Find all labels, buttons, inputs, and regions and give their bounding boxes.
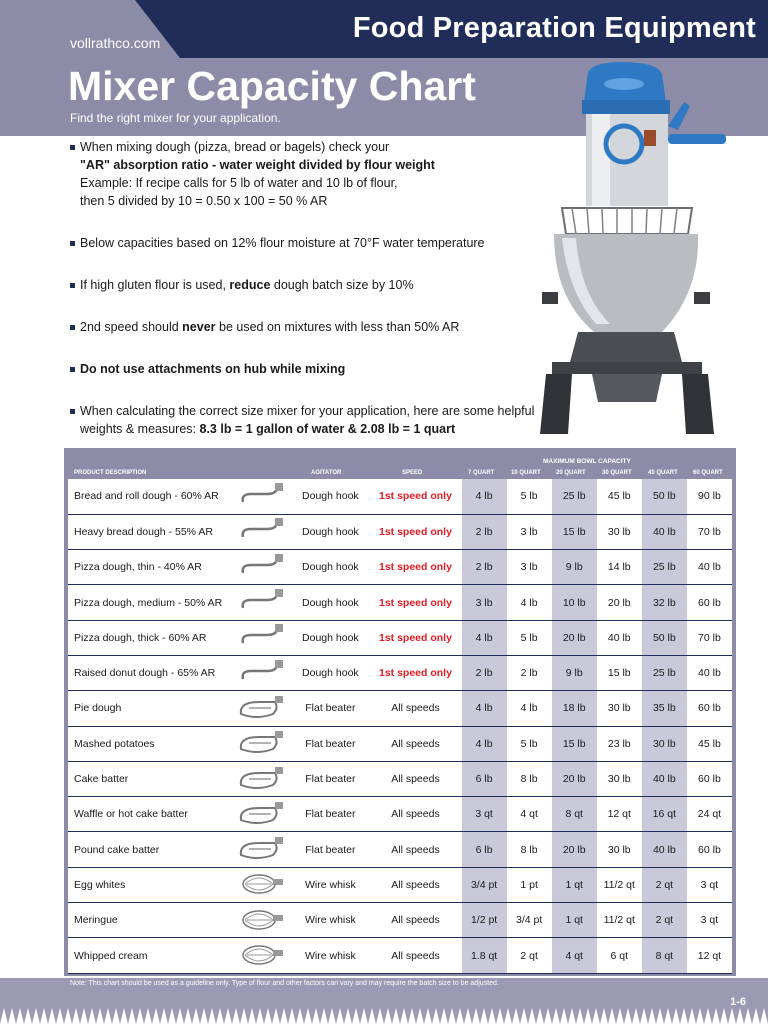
- capacity-q40: 50 lb: [642, 620, 687, 655]
- table-row: [68, 514, 732, 549]
- capacity-group-header: MAXIMUM BOWL CAPACITY: [543, 458, 631, 465]
- product-description: Heavy bread dough - 55% AR: [68, 514, 233, 549]
- capacity-q7: 6 lb: [462, 832, 507, 867]
- product-description: Pie dough: [68, 691, 233, 726]
- bullet-second-speed: [70, 318, 459, 336]
- capacity-q30: 30 lb: [597, 832, 642, 867]
- table-row: [68, 938, 732, 973]
- capacity-q20: 25 lb: [552, 479, 597, 514]
- capacity-q20: 9 lb: [552, 655, 597, 690]
- product-description: Pound cake batter: [68, 832, 233, 867]
- bullet-emphasis: reduce: [229, 278, 271, 292]
- agitator-cell: Flat beater: [291, 761, 369, 796]
- dough-hook-icon: [233, 514, 291, 549]
- capacity-q7: 4 lb: [462, 726, 507, 761]
- agitator-cell: Flat beater: [291, 797, 369, 832]
- capacity-q30: 30 lb: [597, 514, 642, 549]
- bullet-emphasis: 8.3 lb = 1 gallon of water & 2.08 lb = 1 quart: [199, 422, 456, 436]
- capacity-q40: 40 lb: [642, 761, 687, 796]
- capacity-q7: 4 lb: [462, 691, 507, 726]
- capacity-q30: 12 qt: [597, 797, 642, 832]
- capacity-q7: 2 lb: [462, 514, 507, 549]
- capacity-q60: 3 qt: [687, 903, 732, 938]
- capacity-q40: 40 lb: [642, 832, 687, 867]
- page-number: 1-6: [730, 996, 746, 1008]
- product-description: Raised donut dough - 65% AR: [68, 655, 233, 690]
- capacity-q60: 60 lb: [687, 761, 732, 796]
- product-description: Whipped cream: [68, 938, 233, 973]
- capacity-q60: 40 lb: [687, 655, 732, 690]
- header-product: PRODUCT DESCRIPTION: [74, 470, 147, 476]
- flat-beater-icon: [233, 797, 291, 832]
- table-row: [68, 903, 732, 938]
- bullet-text-bold: "AR" absorption ratio - water weight divided by flour weight: [80, 158, 435, 172]
- table-row: [68, 867, 732, 902]
- wire-whisk-icon: [233, 938, 291, 973]
- agitator-cell: Dough hook: [291, 479, 369, 514]
- agitator-cell: Dough hook: [291, 550, 369, 585]
- page-title: Mixer Capacity Chart: [68, 63, 476, 109]
- bullet-weights-measures: [70, 402, 534, 438]
- agitator-cell: Wire whisk: [291, 867, 369, 902]
- capacity-q7: 2 lb: [462, 550, 507, 585]
- capacity-q10: 4 qt: [507, 797, 552, 832]
- page-subtitle: Find the right mixer for your application.: [70, 111, 281, 125]
- capacity-table: [68, 479, 732, 974]
- agitator-cell: Flat beater: [291, 691, 369, 726]
- capacity-q30: 23 lb: [597, 726, 642, 761]
- speed-cell: 1st speed only: [369, 585, 461, 620]
- capacity-q10: 4 lb: [507, 691, 552, 726]
- capacity-q40: 30 lb: [642, 726, 687, 761]
- speed-cell: All speeds: [369, 903, 461, 938]
- agitator-cell: Flat beater: [291, 726, 369, 761]
- wire-whisk-icon: [233, 903, 291, 938]
- capacity-q7: 4 lb: [462, 620, 507, 655]
- product-description: Pizza dough, thick - 60% AR: [68, 620, 233, 655]
- capacity-q20: 4 qt: [552, 938, 597, 973]
- capacity-q20: 18 lb: [552, 691, 597, 726]
- capacity-q30: 11/2 qt: [597, 903, 642, 938]
- speed-cell: 1st speed only: [369, 620, 461, 655]
- product-description: Meringue: [68, 903, 233, 938]
- dough-hook-icon: [233, 655, 291, 690]
- dough-hook-icon: [233, 479, 291, 514]
- capacity-q30: 11/2 qt: [597, 867, 642, 902]
- bullet-attachments: Do not use attachments on hub while mixing: [70, 360, 345, 378]
- speed-cell: 1st speed only: [369, 655, 461, 690]
- capacity-q7: 3/4 pt: [462, 867, 507, 902]
- capacity-q10: 3 lb: [507, 550, 552, 585]
- bullet-text: dough batch size by 10%: [270, 278, 414, 292]
- bullet-high-gluten: [70, 276, 414, 294]
- agitator-cell: Wire whisk: [291, 903, 369, 938]
- capacity-q30: 15 lb: [597, 655, 642, 690]
- product-description: Waffle or hot cake batter: [68, 797, 233, 832]
- capacity-q10: 5 lb: [507, 479, 552, 514]
- footer-note: Note: This chart should be used as a guideline only. Type of flour and other factors can vary and may require the batch size to be adjusted.: [70, 980, 499, 987]
- table-row: [68, 726, 732, 761]
- capacity-q20: 10 lb: [552, 585, 597, 620]
- capacity-q40: 40 lb: [642, 514, 687, 549]
- capacity-q20: 20 lb: [552, 761, 597, 796]
- speed-cell: 1st speed only: [369, 514, 461, 549]
- capacity-table-body: [68, 479, 732, 973]
- capacity-q20: 1 qt: [552, 903, 597, 938]
- header-30-quart: 30 QUART: [602, 470, 632, 476]
- capacity-q60: 70 lb: [687, 620, 732, 655]
- bullet-emphasis: never: [182, 320, 216, 334]
- capacity-q40: 25 lb: [642, 655, 687, 690]
- capacity-q7: 4 lb: [462, 479, 507, 514]
- capacity-q10: 8 lb: [507, 761, 552, 796]
- site-url[interactable]: vollrathco.com: [70, 35, 161, 51]
- flat-beater-icon: [233, 726, 291, 761]
- capacity-q30: 6 qt: [597, 938, 642, 973]
- table-row: [68, 691, 732, 726]
- agitator-cell: Flat beater: [291, 832, 369, 867]
- capacity-q10: 2 qt: [507, 938, 552, 973]
- product-description: Egg whites: [68, 867, 233, 902]
- bullet-text: then 5 divided by 10 = 0.50 x 100 = 50 % AR: [80, 194, 328, 208]
- product-description: Cake batter: [68, 761, 233, 796]
- capacity-q7: 1/2 pt: [462, 903, 507, 938]
- capacity-q10: 4 lb: [507, 585, 552, 620]
- product-description: Pizza dough, thin - 40% AR: [68, 550, 233, 585]
- table-row: [68, 761, 732, 796]
- header-40-quart: 40 QUART: [648, 470, 678, 476]
- agitator-cell: Dough hook: [291, 585, 369, 620]
- table-row: [68, 797, 732, 832]
- agitator-cell: Dough hook: [291, 514, 369, 549]
- section-title: Food Preparation Equipment: [352, 12, 756, 44]
- flat-beater-icon: [233, 761, 291, 796]
- capacity-q10: 3/4 pt: [507, 903, 552, 938]
- capacity-q60: 90 lb: [687, 479, 732, 514]
- bullet-flour-moisture: Below capacities based on 12% flour moisture at 70°F water temperature: [70, 234, 485, 252]
- speed-cell: 1st speed only: [369, 550, 461, 585]
- capacity-q20: 15 lb: [552, 726, 597, 761]
- capacity-q60: 24 qt: [687, 797, 732, 832]
- capacity-q30: 14 lb: [597, 550, 642, 585]
- dough-hook-icon: [233, 620, 291, 655]
- capacity-q60: 3 qt: [687, 867, 732, 902]
- flat-beater-icon: [233, 691, 291, 726]
- capacity-q20: 15 lb: [552, 514, 597, 549]
- capacity-q7: 3 qt: [462, 797, 507, 832]
- capacity-q30: 40 lb: [597, 620, 642, 655]
- capacity-q20: 9 lb: [552, 550, 597, 585]
- dough-hook-icon: [233, 550, 291, 585]
- capacity-q40: 50 lb: [642, 479, 687, 514]
- speed-cell: 1st speed only: [369, 479, 461, 514]
- header-agitator: AGITATOR: [311, 470, 342, 476]
- header-20-quart: 20 QUART: [556, 470, 586, 476]
- flat-beater-icon: [233, 832, 291, 867]
- capacity-q40: 2 qt: [642, 903, 687, 938]
- table-row: [68, 832, 732, 867]
- capacity-q10: 5 lb: [507, 620, 552, 655]
- mixer-image: [532, 62, 737, 442]
- capacity-q30: 20 lb: [597, 585, 642, 620]
- capacity-q10: 5 lb: [507, 726, 552, 761]
- speed-cell: All speeds: [369, 797, 461, 832]
- header-10-quart: 10 QUART: [511, 470, 541, 476]
- product-description: Pizza dough, medium - 50% AR: [68, 585, 233, 620]
- capacity-q7: 2 lb: [462, 655, 507, 690]
- speed-cell: All speeds: [369, 691, 461, 726]
- capacity-q30: 45 lb: [597, 479, 642, 514]
- capacity-q20: 1 qt: [552, 867, 597, 902]
- table-row: [68, 550, 732, 585]
- capacity-q60: 12 qt: [687, 938, 732, 973]
- capacity-q60: 70 lb: [687, 514, 732, 549]
- capacity-q20: 20 lb: [552, 832, 597, 867]
- product-description: Bread and roll dough - 60% AR: [68, 479, 233, 514]
- table-row: [68, 655, 732, 690]
- capacity-q10: 3 lb: [507, 514, 552, 549]
- capacity-q10: 2 lb: [507, 655, 552, 690]
- bullet-text: If high gluten flour is used,: [80, 278, 230, 292]
- header-7-quart: 7 QUART: [468, 470, 495, 476]
- bullet-text: 2nd speed should: [80, 320, 183, 334]
- capacity-q7: 3 lb: [462, 585, 507, 620]
- capacity-q10: 8 lb: [507, 832, 552, 867]
- bullet-absorption-ratio: [70, 138, 435, 210]
- capacity-q20: 8 qt: [552, 797, 597, 832]
- dough-hook-icon: [233, 585, 291, 620]
- capacity-q40: 2 qt: [642, 867, 687, 902]
- footer-zigzag: [0, 1004, 768, 1024]
- capacity-q60: 60 lb: [687, 585, 732, 620]
- agitator-cell: Wire whisk: [291, 938, 369, 973]
- bullet-text: weights & measures:: [80, 422, 200, 436]
- wire-whisk-icon: [233, 867, 291, 902]
- product-description: Mashed potatoes: [68, 726, 233, 761]
- capacity-q40: 16 qt: [642, 797, 687, 832]
- capacity-q40: 25 lb: [642, 550, 687, 585]
- capacity-q30: 30 lb: [597, 691, 642, 726]
- speed-cell: All speeds: [369, 938, 461, 973]
- speed-cell: All speeds: [369, 726, 461, 761]
- header-speed: SPEED: [402, 470, 423, 476]
- bullet-text: When calculating the correct size mixer for your application, here are some helpful: [80, 404, 535, 418]
- capacity-q10: 1 pt: [507, 867, 552, 902]
- capacity-q60: 45 lb: [687, 726, 732, 761]
- speed-cell: All speeds: [369, 832, 461, 867]
- bullet-text-line: [80, 420, 534, 438]
- agitator-cell: Dough hook: [291, 655, 369, 690]
- header-60-quart: 60 QUART: [693, 470, 723, 476]
- bullet-text: Example: If recipe calls for 5 lb of water and 10 lb of flour,: [80, 176, 398, 190]
- capacity-q40: 35 lb: [642, 691, 687, 726]
- capacity-q40: 32 lb: [642, 585, 687, 620]
- capacity-q60: 40 lb: [687, 550, 732, 585]
- capacity-q60: 60 lb: [687, 691, 732, 726]
- speed-cell: All speeds: [369, 867, 461, 902]
- speed-cell: All speeds: [369, 761, 461, 796]
- capacity-q30: 30 lb: [597, 761, 642, 796]
- table-row: [68, 479, 732, 514]
- capacity-q7: 1.8 qt: [462, 938, 507, 973]
- agitator-cell: Dough hook: [291, 620, 369, 655]
- capacity-q40: 8 qt: [642, 938, 687, 973]
- bullet-text: When mixing dough (pizza, bread or bagels) check your: [80, 140, 390, 154]
- table-row: [68, 620, 732, 655]
- capacity-q7: 6 lb: [462, 761, 507, 796]
- capacity-q60: 60 lb: [687, 832, 732, 867]
- table-row: [68, 585, 732, 620]
- capacity-q20: 20 lb: [552, 620, 597, 655]
- bullet-text: be used on mixtures with less than 50% AR: [215, 320, 460, 334]
